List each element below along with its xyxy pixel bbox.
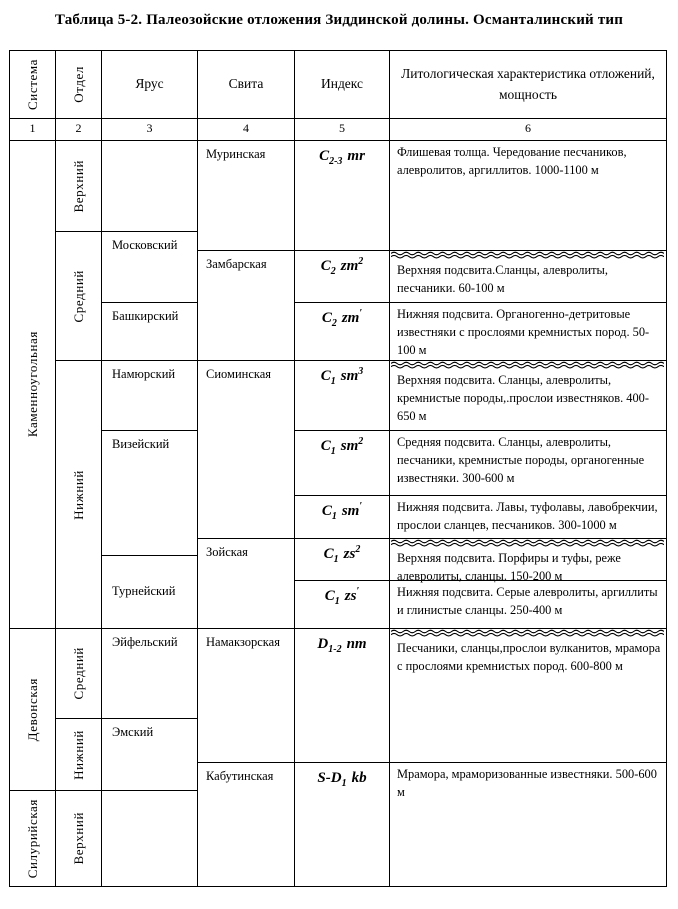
stage-moskovsky: Московский [101,231,198,303]
index-superscript: ′ [359,308,363,319]
otdel-middle-devon [55,628,102,719]
otdel-upper-silur [55,790,102,887]
index-superscript: 2 [358,436,364,447]
lithology-cell-zm1 [389,302,667,361]
index-cell-zs1 [294,580,390,629]
index-suite-letters: sm [340,438,359,454]
index-system-letter: C [324,588,335,604]
lithology-text: Верхняя подсвита. Сланцы, алевролиты, кремнистые породы,.прослои известняков. 400-650 м [397,373,649,423]
index-cell-mr [294,140,390,251]
index-suite-letters: zm [340,258,359,274]
colnum-4: 4 [197,118,295,141]
lithology-text: Нижняя подсвита. Серые алевролиты, аргиллиты и глинистые сланцы. 250-400 м [397,585,658,617]
suite-murinskaya: Муринская [197,140,295,251]
index-cell-zs2 [294,538,390,581]
stage-turneysky: Турнейский [101,555,198,629]
index-subscript: 2 [331,318,337,329]
suite-zambarskaya: Замбарская [197,250,295,361]
system-carboniferous [9,140,56,629]
otdel-label: Нижний [70,729,86,780]
otdel-label: Верхний [70,159,86,213]
header-system [9,50,56,119]
lithology-cell-kb [389,762,667,887]
index-system-letter: C [321,503,332,519]
lithology-text: Нижняя подсвита. Лавы, туфолавы, лавобрекчии, прослои сланцев, песчаников. 300-1000 м [397,500,658,532]
colnum-5: 5 [294,118,390,141]
suite-kabutinskaya: Кабутинская [197,762,295,887]
otdel-middle-carbon [55,231,102,361]
otdel-lower-carbon [55,360,102,629]
index-suite-letters: zs [344,588,357,604]
index-system-letter: D [317,636,329,652]
stage-eifelsky: Эйфельский [101,628,198,719]
stage-bashkirsky: Башкирский [101,302,198,361]
unconformity-wavy-line [391,361,664,370]
otdel-lower-devon [55,718,102,791]
stage-emsky: Эмский [101,718,198,791]
lithology-cell-mr [389,140,667,251]
lithology-text: Средняя подсвита. Сланцы, алевролиты, песчаники, кремнистые породы, органогенные известняки. 300-600 м [397,435,645,485]
lithology-cell-nm [389,628,667,763]
index-system-letter: C [319,148,330,164]
index-suite-letters: nm [346,636,367,652]
lithology-text: Флишевая толща. Чередование песчаников, алевролитов, аргиллитов. 1000-1100 м [397,145,627,177]
system-devonian [9,628,56,791]
index-cell-sm3 [294,360,390,431]
index-superscript: ′ [356,586,360,597]
system-silurian [9,790,56,887]
index-subscript: 1-2 [328,644,342,655]
index-system-letter: C [323,546,334,562]
header-otdel-label: Отдел [70,66,86,103]
colnum-6: 6 [389,118,667,141]
lithology-text: Нижняя подсвита. Органогенно-детритовые известняки с прослоями кремнистых пород. 50-100 м [397,307,650,357]
header-system-label: Система [24,59,40,110]
lithology-cell-zs2 [389,538,667,581]
otdel-upper-carbon [55,140,102,232]
stage-empty-top [101,140,198,232]
index-cell-sm1 [294,495,390,539]
lithology-text: Верхняя подсвита. Порфиры и туфы, реже алевролиты, сланцы. 150-200 м [397,551,621,583]
colnum-1: 1 [9,118,56,141]
index-suite-letters: sm [340,368,359,384]
index-suite-letters: zm [341,310,360,326]
suite-namakzorskaya: Намакзорская [197,628,295,763]
index-subscript: 1 [330,376,336,387]
otdel-label: Средний [70,269,86,323]
index-system-letter: C [320,258,331,274]
index-suite-letters: zs [343,546,356,562]
lithology-cell-zs1 [389,580,667,629]
index-superscript: 3 [358,366,364,377]
lithology-text: Песчаники, сланцы,прослои вулканитов, мрамора с прослоями кремнистых пород. 600-800 м [397,641,661,673]
index-superscript: 2 [358,256,364,267]
index-subscript: 1 [341,778,347,789]
index-subscript: 2 [330,266,336,277]
suite-zoyskaya: Зойская [197,538,295,629]
index-cell-zm1 [294,302,390,361]
index-suite-letters: kb [351,770,367,786]
stage-vizeysky: Визейский [101,430,198,556]
table-title: Таблица 5-2. Палеозойские отложения Зиддинской долины. Османталинский тип [54,12,624,28]
stage-namursky: Намюрский [101,360,198,431]
index-subscript: 1 [333,554,339,565]
lithology-text: Верхняя подсвита.Сланцы, алевролиты, песчаники. 60-100 м [397,263,608,295]
colnum-2: 2 [55,118,102,141]
unconformity-wavy-line [391,251,664,260]
index-cell-zm2 [294,250,390,303]
index-cell-kb [294,762,390,887]
lithology-cell-sm2 [389,430,667,496]
otdel-label: Верхний [70,812,86,865]
index-suite-letters: mr [347,148,365,164]
lithology-cell-sm3 [389,360,667,431]
header-otdel [55,50,102,119]
index-system-letter: C [321,310,332,326]
index-system-letter: C [320,438,331,454]
header-yarus: Ярус [101,50,198,119]
lithology-cell-sm1 [389,495,667,539]
index-superscript: ′ [359,501,363,512]
index-cell-nm [294,628,390,763]
index-cell-sm2 [294,430,390,496]
lithology-text: Мрамора, мраморизованные известняки. 500-600 м [397,767,657,799]
system-devonian-label: Девонская [24,677,40,742]
index-system-letter: S-D [317,770,342,786]
header-lithology: Литологическая характеристика отложений, мощность [389,50,667,119]
header-svita: Свита [197,50,295,119]
system-silurian-label: Силурийская [24,798,40,879]
index-subscript: 1 [331,511,337,522]
index-subscript: 1 [330,446,336,457]
system-carboniferous-label: Каменноугольная [24,331,40,438]
lithology-cell-zm2 [389,250,667,303]
index-system-letter: C [320,368,331,384]
index-superscript: 2 [355,544,361,555]
suite-siominskaya: Сиоминская [197,360,295,539]
stage-empty-bottom [101,790,198,887]
otdel-label: Средний [70,647,86,700]
unconformity-wavy-line [391,629,664,638]
index-suite-letters: sm [341,503,360,519]
index-subscript: 2-3 [329,156,343,167]
unconformity-wavy-line [391,539,664,548]
header-index: Индекс [294,50,390,119]
index-subscript: 1 [334,596,340,607]
colnum-3: 3 [101,118,198,141]
otdel-label: Нижний [70,469,86,520]
